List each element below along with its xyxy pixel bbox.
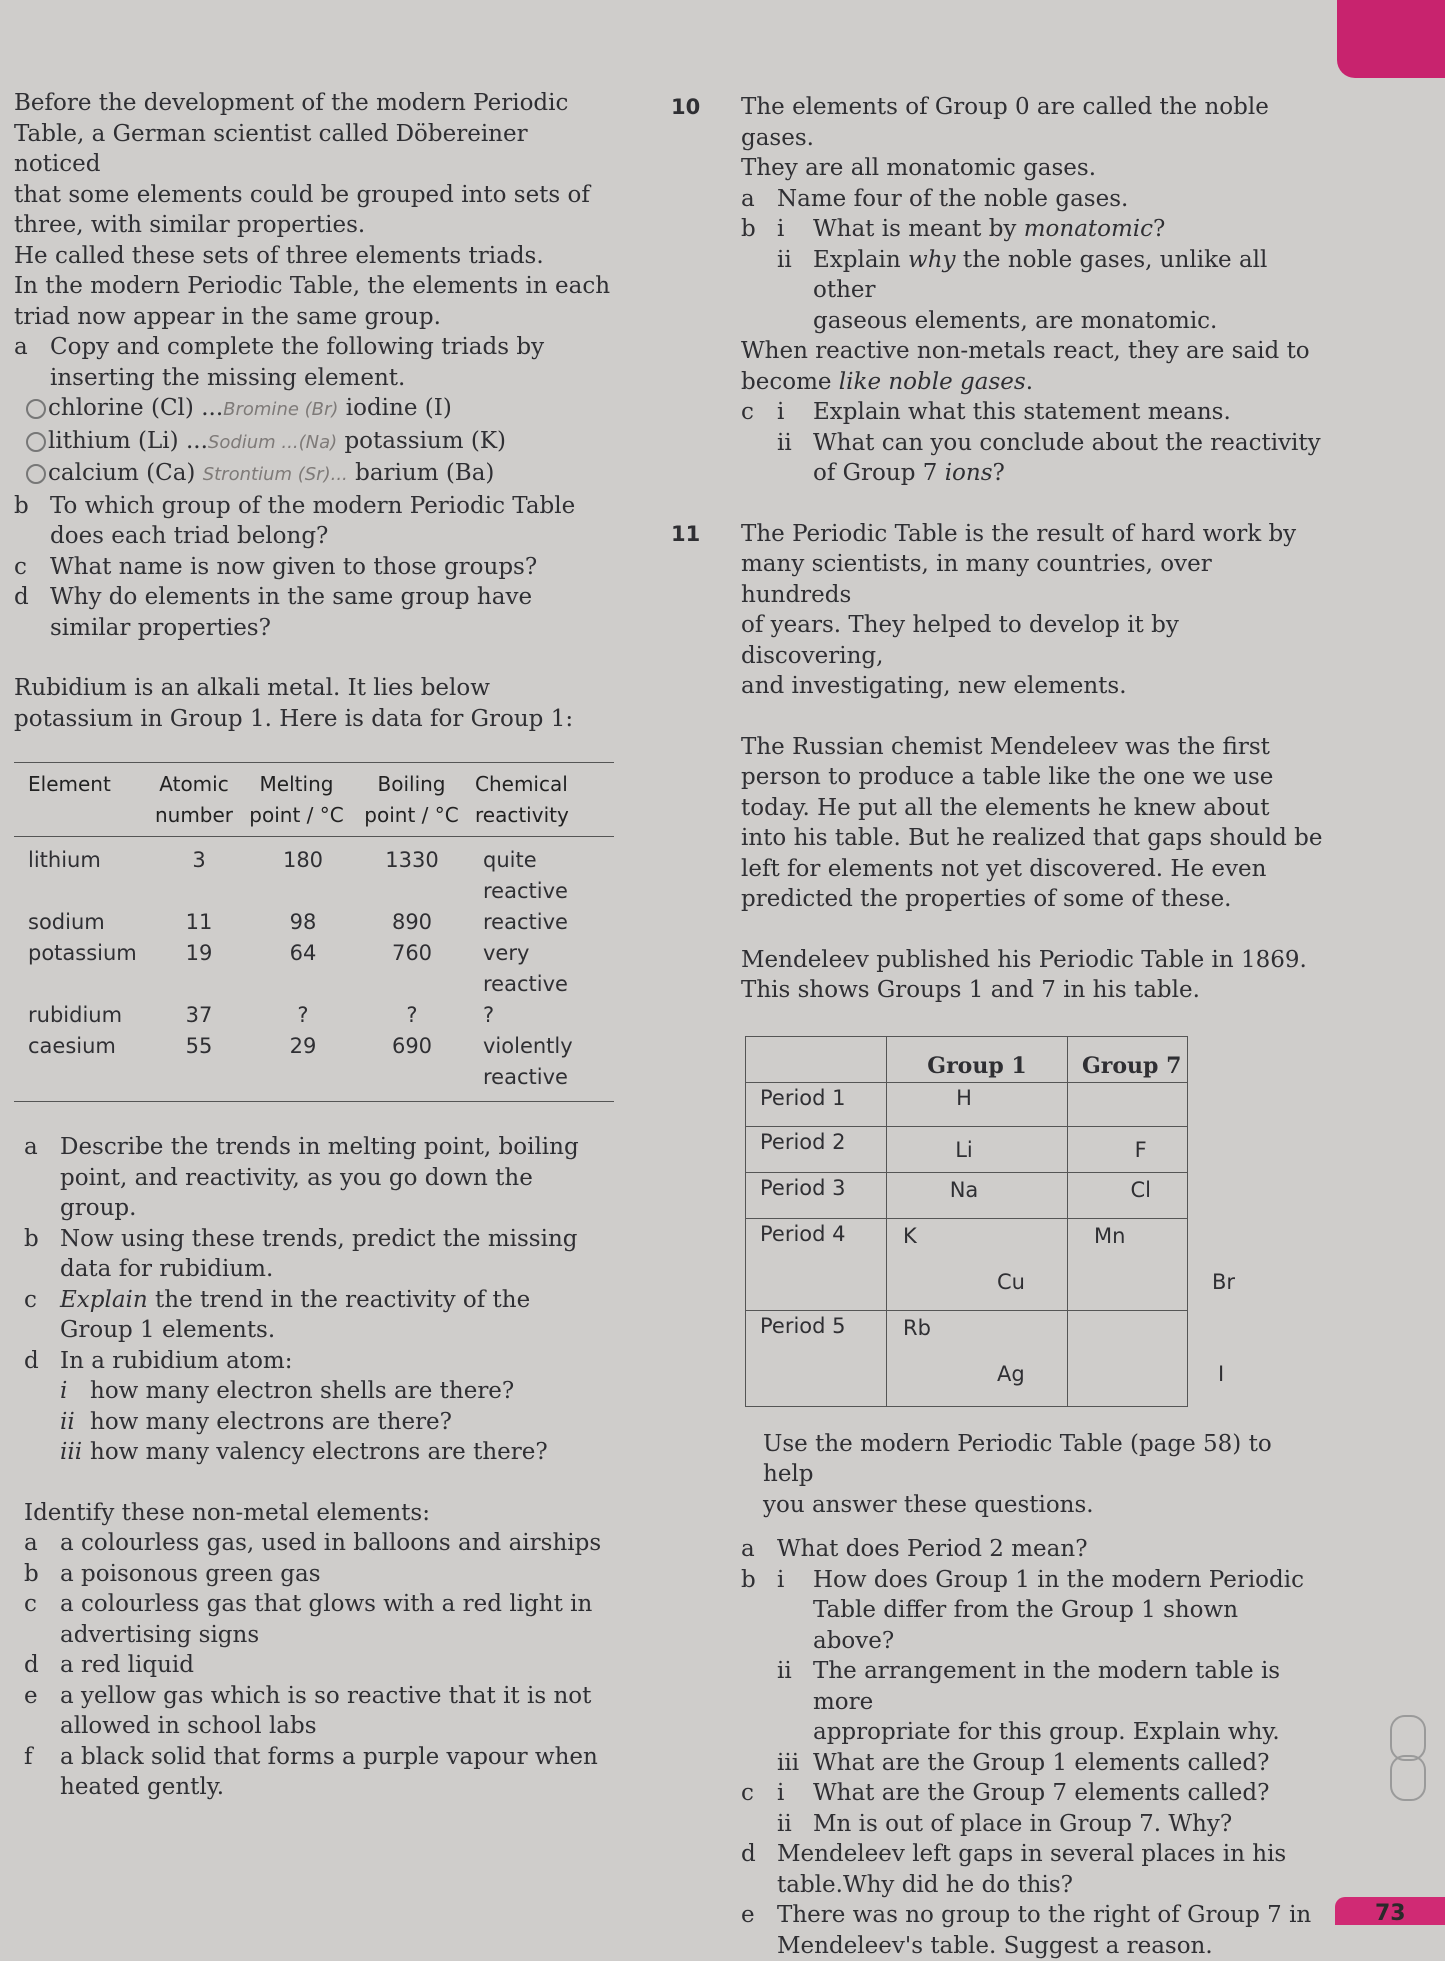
cell-element: rubidium (14, 1000, 149, 1031)
element-cell: H (887, 1082, 1068, 1126)
period-5-label: Period 5 (746, 1310, 887, 1406)
label-ii: ii (777, 428, 813, 489)
label-c: c (14, 552, 50, 583)
triad-first: calcium (Ca) (48, 460, 203, 486)
label-i: i (777, 397, 813, 428)
intro-line: that some elements could be grouped into sets of (14, 180, 614, 211)
paragraph-line: person to produce a table like the one we use (741, 762, 1325, 793)
cell-reactivity: very (483, 938, 607, 969)
label-d: d (14, 582, 50, 643)
question-number: 11 (671, 519, 700, 550)
question-b (14, 491, 614, 552)
paragraph-line: of years. They helped to develop it by discovering, (741, 610, 1325, 671)
cell-melting: 64 (249, 938, 357, 1000)
label-a: a (14, 332, 50, 393)
element-cell: Ag (997, 1359, 1025, 1390)
intro-line: He called these sets of three elements triads. (14, 241, 614, 272)
cell-reactivity: reactive (483, 1062, 607, 1093)
cell-melting: 180 (249, 845, 357, 907)
page-number: 73 (1335, 1897, 1445, 1925)
circle-mark-icon (26, 464, 46, 484)
question-number: 10 (671, 92, 700, 123)
label-a: a (24, 1528, 60, 1559)
question-text: What is meant by (813, 216, 1024, 242)
question-text: table.Why did he do this? (777, 1870, 1286, 1901)
emphasis: ions (945, 460, 993, 486)
label-ii: ii (777, 1656, 813, 1748)
group1-data-table (14, 762, 614, 1102)
header-cell: number (149, 800, 239, 831)
nonmetals-title: Identify these non-metal elements: (24, 1498, 614, 1529)
question-text: appropriate for this group. Explain why. (813, 1717, 1325, 1748)
table-row (14, 907, 614, 938)
emphasis: monatomic (1024, 216, 1153, 242)
question-text: how many electron shells are there? (90, 1376, 514, 1407)
header-cell: Boiling (354, 769, 469, 800)
label-iii: iii (60, 1437, 90, 1468)
table-row (14, 1031, 614, 1093)
label-a: a (741, 184, 777, 215)
q11-subquestions (705, 1534, 1325, 1961)
left-column (14, 88, 614, 1803)
element-cell: I (1218, 1359, 1224, 1390)
table-body (14, 837, 614, 1101)
period-4-label: Period 4 (746, 1218, 887, 1310)
binder-ring-icon (1385, 1712, 1431, 1804)
question-text: In a rubidium atom: (60, 1346, 293, 1377)
label-b: b (741, 214, 777, 245)
label-a: a (741, 1534, 777, 1565)
question-text: Group 1 elements. (60, 1315, 530, 1346)
question-text: the trend in the reactivity of the (148, 1287, 530, 1313)
cell-boiling: 690 (357, 1031, 467, 1093)
question-text: How does Group 1 in the modern Periodic (813, 1565, 1325, 1596)
cell-number: 11 (149, 907, 249, 938)
table-header (14, 763, 614, 837)
mendeleev-table (745, 1036, 1188, 1407)
question-text: how many electrons are there? (90, 1407, 452, 1438)
element-cell: Li (887, 1126, 1068, 1172)
paragraph-line: left for elements not yet discovered. He even (741, 854, 1325, 885)
cell-reactivity: violently (483, 1031, 607, 1062)
chapter-tab (1337, 0, 1445, 78)
cell-boiling: 890 (357, 907, 467, 938)
question-text: a colourless gas, used in balloons and airships (60, 1528, 601, 1559)
label-ii: ii (777, 1809, 813, 1840)
group-1-header: Group 1 (887, 1036, 1068, 1082)
intro-line: triad now appear in the same group. (14, 302, 614, 333)
question-text: They are all monatomic gases. (741, 153, 1325, 184)
label-e: e (24, 1681, 60, 1742)
cell-boiling: 1330 (357, 845, 467, 907)
question-c (14, 552, 614, 583)
cell-element: sodium (14, 907, 149, 938)
header-cell: Element (28, 769, 149, 800)
question-text: What are the Group 7 elements called? (813, 1778, 1269, 1809)
circle-mark-icon (26, 399, 46, 419)
question-text: of Group 7 (813, 460, 945, 486)
period-2-label: Period 2 (746, 1126, 887, 1172)
header-cell: point / °C (354, 800, 469, 831)
cell-reactivity: reactive (483, 876, 607, 907)
label-d: d (741, 1839, 777, 1900)
question-text: a poisonous green gas (60, 1559, 321, 1590)
table-row (14, 938, 614, 1000)
element-cell: K (903, 1221, 917, 1252)
cell-boiling: ? (357, 1000, 467, 1031)
element-cell: Br (1212, 1267, 1235, 1298)
triad-last: iodine (I) (346, 395, 452, 421)
label-i: i (777, 1565, 813, 1657)
paragraph-line: predicted the properties of some of these. (741, 884, 1325, 915)
question-text: inserting the missing element. (50, 363, 544, 394)
label-c: c (741, 397, 777, 428)
cell-number: 55 (149, 1031, 249, 1093)
paragraph-line: The Periodic Table is the result of hard work by (741, 519, 1325, 550)
cell-number: 19 (149, 938, 249, 1000)
cell-boiling: 760 (357, 938, 467, 1000)
cell-melting: 98 (249, 907, 357, 938)
question-text: Name four of the noble gases. (777, 184, 1128, 215)
question-10 (705, 92, 1325, 489)
paragraph-line: This shows Groups 1 and 7 in his table. (741, 975, 1325, 1006)
cell-reactivity: ? (483, 1000, 607, 1031)
question-text: The elements of Group 0 are called the noble gases. (741, 92, 1325, 153)
table-row (14, 1000, 614, 1031)
intro-line: Table, a German scientist called Döbereiner noticed (14, 119, 614, 180)
triad-row (26, 426, 614, 459)
question-text (813, 214, 1165, 245)
question-text: a black solid that forms a purple vapour when (60, 1742, 598, 1773)
element-cell: F (1068, 1126, 1188, 1172)
question-text (813, 458, 1321, 489)
question-11 (705, 519, 1325, 1006)
element-cell: Cu (997, 1267, 1025, 1298)
cell-number: 3 (149, 845, 249, 907)
header-cell: Atomic (149, 769, 239, 800)
question-text: the noble gases, unlike all other (813, 247, 1267, 304)
question-text: Mendeleev left gaps in several places in his (777, 1839, 1286, 1870)
question-text: Copy and complete the following triads by (50, 332, 544, 363)
question-text: point, and reactivity, as you go down the group. (60, 1163, 614, 1224)
question-c (24, 1285, 614, 1346)
question-text: Describe the trends in melting point, boiling (60, 1132, 614, 1163)
question-d (14, 582, 614, 643)
cell-number: 37 (149, 1000, 249, 1031)
cell-element: caesium (14, 1031, 149, 1093)
triad-first: lithium (Li) ... (48, 428, 208, 454)
label-b: b (741, 1565, 777, 1657)
paragraph-line: Use the modern Periodic Table (page 58) to help (763, 1429, 1325, 1490)
cell-melting: ? (249, 1000, 357, 1031)
intro-line: Before the development of the modern Periodic (14, 88, 614, 119)
header-cell: point / °C (239, 800, 354, 831)
intro-line: In the modern Periodic Table, the elements in each (14, 271, 614, 302)
question-text: What name is now given to those groups? (50, 552, 537, 583)
circle-mark-icon (26, 432, 46, 452)
question-text: allowed in school labs (60, 1711, 591, 1742)
question-a (14, 332, 614, 393)
label-i: i (777, 1778, 813, 1809)
label-e: e (741, 1900, 777, 1961)
question-text: does each triad belong? (50, 521, 575, 552)
emphasis: why (908, 247, 956, 273)
emphasis: Explain (60, 1287, 148, 1313)
label-c: c (24, 1589, 60, 1650)
question-text: When reactive non-metals react, they are said to (741, 336, 1325, 367)
triad-last: barium (Ba) (355, 460, 494, 486)
subquestions (24, 1376, 614, 1468)
header-cell: Chemical (475, 769, 609, 800)
label-i: i (777, 214, 813, 245)
label-ii: ii (60, 1407, 90, 1438)
paragraph-line: into his table. But he realized that gaps should be (741, 823, 1325, 854)
triad-first: chlorine (Cl) ... (48, 395, 223, 421)
label-d: d (24, 1346, 60, 1377)
paragraph-line: The Russian chemist Mendeleev was the first (741, 732, 1325, 763)
cell-reactivity: reactive (483, 907, 607, 938)
label-b: b (14, 491, 50, 552)
use-note (705, 1429, 1325, 1521)
question-b (24, 1224, 614, 1285)
rubidium-questions (14, 1132, 614, 1803)
cell-reactivity: reactive (483, 969, 607, 1000)
label-b: b (24, 1559, 60, 1590)
question-text: similar properties? (50, 613, 532, 644)
question-text: Explain what this statement means. (813, 397, 1231, 428)
header-cell: Melting (239, 769, 354, 800)
right-column (705, 92, 1325, 1961)
question-text: Table differ from the Group 1 shown above? (813, 1595, 1325, 1656)
cell-reactivity: quite (483, 845, 607, 876)
question-text: To which group of the modern Periodic Table (50, 491, 575, 522)
period-1-label: Period 1 (746, 1082, 887, 1126)
paragraph-line: Mendeleev published his Periodic Table in 1869. (741, 945, 1325, 976)
rubidium-intro: Rubidium is an alkali metal. It lies below (14, 673, 614, 704)
question-text: a red liquid (60, 1650, 194, 1681)
triad-row (26, 458, 614, 491)
question-text (741, 367, 1325, 398)
label-i: i (60, 1376, 90, 1407)
question-text: gaseous elements, are monatomic. (813, 306, 1325, 337)
question-text: Why do elements in the same group have (50, 582, 532, 613)
cell-melting: 29 (249, 1031, 357, 1093)
question-text: What does Period 2 mean? (777, 1534, 1088, 1565)
triad-list (14, 393, 614, 491)
label-d: d (24, 1650, 60, 1681)
question-a (24, 1132, 614, 1224)
question-text: heated gently. (60, 1772, 598, 1803)
handwritten-answer: Bromine (Br) (223, 399, 338, 420)
triad-last: potassium (K) (344, 428, 506, 454)
intro-line: three, with similar properties. (14, 210, 614, 241)
element-cell: Na (887, 1172, 1068, 1218)
question-text: ? (993, 460, 1005, 486)
question-text: Now using these trends, predict the missing (60, 1224, 577, 1255)
question-text: a yellow gas which is so reactive that it is not (60, 1681, 591, 1712)
paragraph-line: today. He put all the elements he knew about (741, 793, 1325, 824)
emphasis: like noble gases (839, 369, 1026, 395)
element-cell: Cl (1068, 1172, 1188, 1218)
question-text: data for rubidium. (60, 1254, 577, 1285)
question-text: Mendeleev's table. Suggest a reason. (777, 1931, 1311, 1961)
question-text: The arrangement in the modern table is more (813, 1656, 1325, 1717)
question-text: ? (1153, 216, 1165, 242)
label-c: c (24, 1285, 60, 1346)
header-cell: reactivity (475, 800, 609, 831)
question-text: What can you conclude about the reactivity (813, 428, 1321, 459)
label-b: b (24, 1224, 60, 1285)
question-text: What are the Group 1 elements called? (813, 1748, 1269, 1779)
question-text: There was no group to the right of Group 7 in (777, 1900, 1311, 1931)
paragraph-line: and investigating, new elements. (741, 671, 1325, 702)
label-ii: ii (777, 245, 813, 337)
rubidium-intro: potassium in Group 1. Here is data for Group 1: (14, 704, 614, 735)
label-a: a (24, 1132, 60, 1224)
table-row (14, 845, 614, 907)
element-cell: Mn (1094, 1221, 1125, 1252)
label-f: f (24, 1742, 60, 1803)
question-text: advertising signs (60, 1620, 592, 1651)
handwritten-answer: Sodium ...(Na) (208, 432, 337, 453)
element-cell: Rb (903, 1313, 931, 1344)
question-text: . (1026, 369, 1033, 395)
question-text: Explain (813, 247, 908, 273)
question-text: a colourless gas that glows with a red light in (60, 1589, 592, 1620)
group-7-header: Group 7 (1068, 1036, 1188, 1082)
handwritten-answer: Strontium (Sr)... (203, 464, 348, 485)
question-text (60, 1285, 530, 1316)
paragraph-line: you answer these questions. (763, 1490, 1325, 1521)
period-3-label: Period 3 (746, 1172, 887, 1218)
label-c: c (741, 1778, 777, 1809)
question-text (813, 245, 1325, 306)
question-text: how many valency electrons are there? (90, 1437, 548, 1468)
label-iii: iii (777, 1748, 813, 1779)
question-d (24, 1346, 614, 1377)
cell-element: lithium (14, 845, 149, 907)
paragraph-line: many scientists, in many countries, over hundreds (741, 549, 1325, 610)
question-text: Mn is out of place in Group 7. Why? (813, 1809, 1232, 1840)
cell-element: potassium (14, 938, 149, 1000)
triad-row (26, 393, 614, 426)
question-text: become (741, 369, 839, 395)
